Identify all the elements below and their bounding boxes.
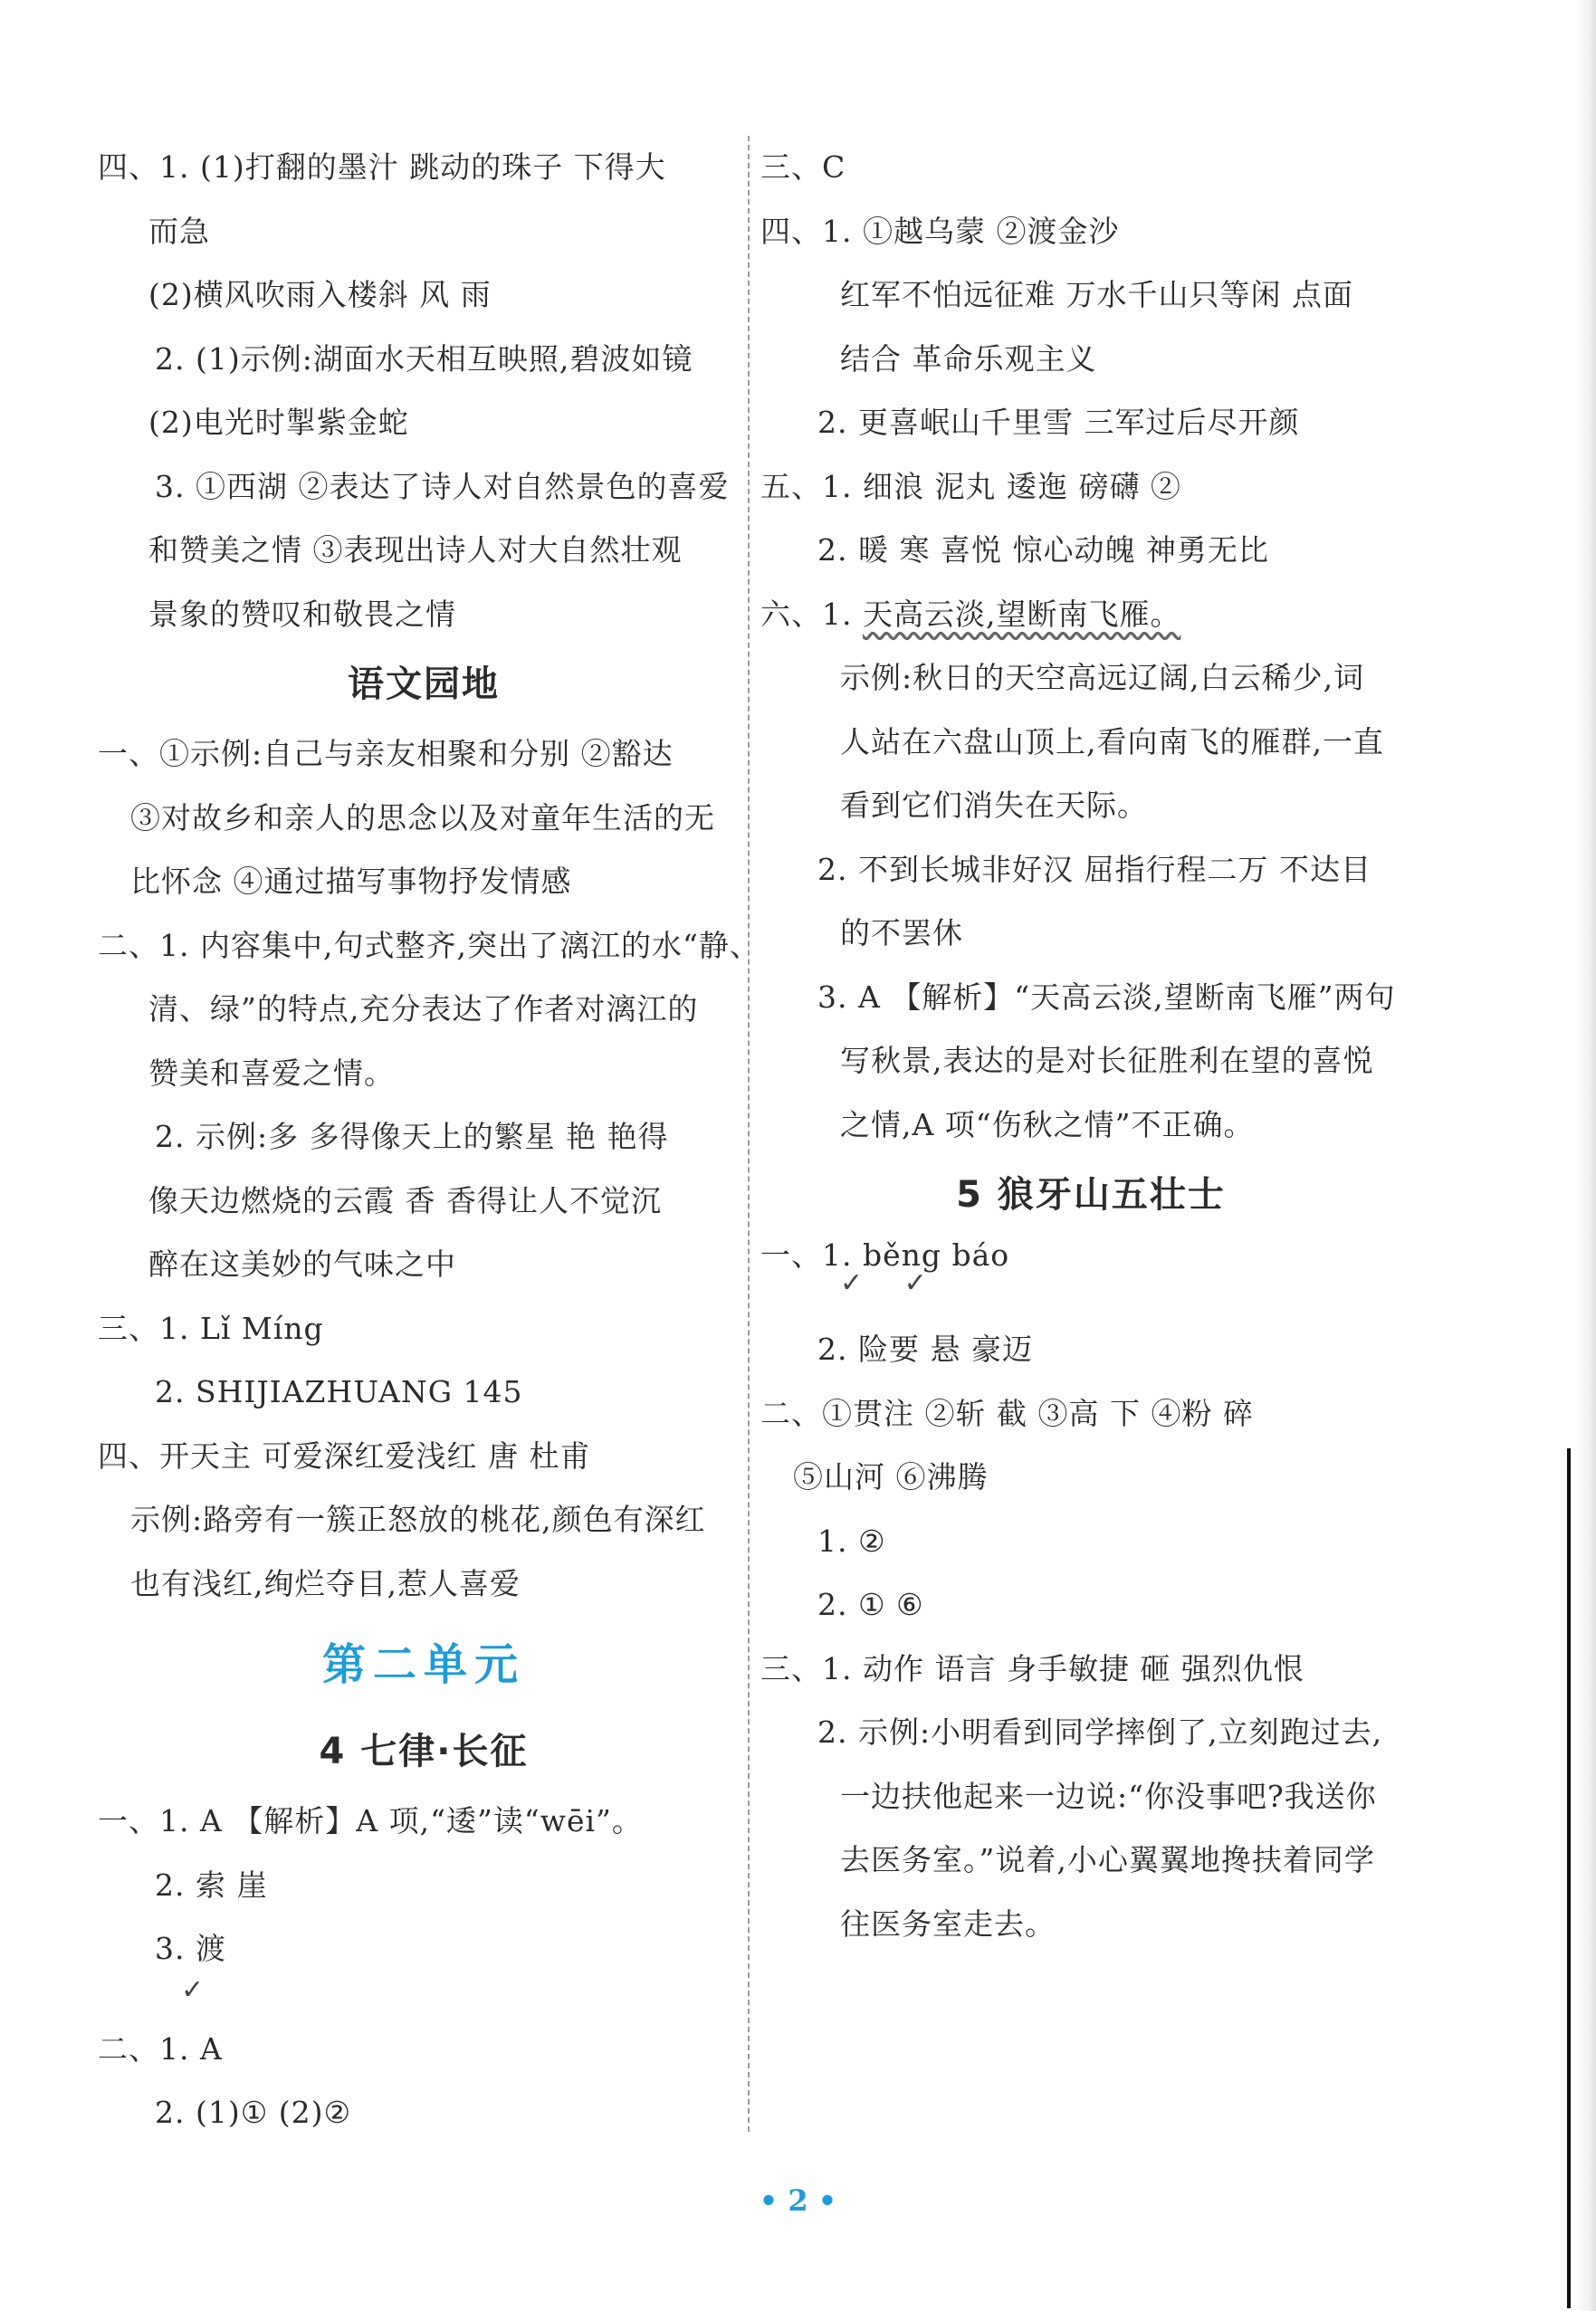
answer-line: 3. A 【解析】“天高云淡,望断南飞雁”两句 (817, 979, 1396, 1015)
answer-line: 醉在这美妙的气味之中 (148, 1246, 456, 1282)
answer-line: (2)横风吹雨入楼斜 风 雨 (148, 277, 492, 312)
answer-line: 二、①贯注 ②斩 截 ③高 下 ④粉 碎 (760, 1395, 1254, 1431)
answer-line: 赞美和喜爱之情。 (148, 1055, 395, 1091)
answer-line: 2. ① ⑥ (817, 1587, 924, 1622)
answer-block-right-4 (760, 1318, 1421, 1956)
answer-line: 之情,A 项“伤秋之情”不正确。 (840, 1106, 1255, 1142)
answer-line: 景象的赞叹和敬畏之情 (148, 596, 456, 632)
answer-line: 3. ①西湖 ②表达了诗人对自然景色的喜爱 (155, 468, 730, 504)
answer-block-left-4 (98, 2018, 750, 2145)
answer-line: 1. ② (817, 1523, 886, 1559)
answer-line: 的不罢休 (840, 915, 963, 950)
answer-line: 四、开天主 可爱深红爱浅红 唐 杜甫 (98, 1437, 591, 1474)
answer-block-left-2 (98, 722, 760, 1616)
answer-line: 三、1. 动作 语言 身手敏捷 砸 强烈仇恨 (760, 1650, 1305, 1686)
answer-line: 和赞美之情 ③表现出诗人对大自然壮观 (148, 532, 683, 568)
check-mark-icon: ✓ (181, 1973, 205, 2006)
answer-line: 2. 暖 寒 喜悦 惊心动魄 神勇无比 (817, 532, 1269, 568)
answer-line: 3. 渡 (155, 1931, 226, 1966)
answer-line: 红军不怕远征难 万水千山只等闲 点面 (840, 277, 1353, 312)
answer-line: 四、1. (1)打翻的墨汁 跳动的珠子 下得大 (98, 149, 666, 185)
answer-line: 二、1. A (98, 2030, 223, 2067)
answer-line: ③对故乡和亲人的思念以及对童年生活的无 (130, 799, 715, 836)
answer-line: (2)电光时掣紫金蛇 (148, 405, 409, 440)
answer-line: 2. (1)示例:湖面水天相互映照,碧波如镜 (155, 340, 693, 377)
answer-line: 比怀念 ④通过描写事物抒发情感 (130, 864, 572, 899)
answer-block-left-1 (98, 136, 750, 646)
section-heading-yuwen-yuandi: 语文园地 (348, 664, 500, 705)
lesson-5-title: 5 狼牙山五壮士 (956, 1174, 1226, 1216)
answer-line: 2. SHIJIAZHUANG 145 (155, 1374, 523, 1409)
answer-block-left-3 (98, 1790, 750, 1982)
answer-line: 五、1. 细浪 泥丸 逶迤 磅礴 ② (760, 468, 1181, 504)
lesson-4-title: 4 七律·长征 (319, 1731, 529, 1772)
answer-line: 人站在六盘山顶上,看向南飞的雁群,一直 (840, 723, 1384, 759)
answer-line: 示例:秋日的天空高远辽阔,白云稀少,词 (840, 660, 1365, 695)
answer-line: 像天边燃烧的云霞 香 香得让人不觉沉 (148, 1182, 662, 1218)
scan-edge-line (1567, 1448, 1571, 2308)
answer-line: 而急 (148, 213, 210, 249)
scan-edge (1576, 0, 1596, 2311)
answer-line-wavy (760, 583, 1421, 647)
answer-line: ⑤山河 ⑥沸腾 (793, 1459, 989, 1495)
right-column (760, 136, 1421, 1956)
answer-line: 看到它们消失在天际。 (840, 788, 1148, 823)
answer-line: 也有浅红,绚烂夺目,惹人喜爱 (130, 1565, 521, 1601)
answer-line: 2. (1)① (2)② (155, 2095, 352, 2130)
answer-line: 去医务室。”说着,小心翼翼地搀扶着同学 (840, 1842, 1375, 1877)
answer-line: 示例:路旁有一簇正怒放的桃花,颜色有深红 (130, 1502, 706, 1537)
tick-row (98, 1973, 750, 2018)
unit-title: 第二单元 (321, 1639, 525, 1690)
answer-block-right-2 (760, 646, 1421, 1157)
answer-line: 三、C (760, 149, 846, 185)
answer-line: 2. 示例:多 多得像天上的繁星 艳 艳得 (155, 1119, 669, 1154)
wavy-underlined-text: 天高云淡,望断南飞雁。 (862, 596, 1181, 632)
answer-block-right-1 (760, 136, 1421, 583)
answer-line: 结合 革命乐观主义 (840, 340, 1097, 377)
answer-line: 三、1. Lǐ Míng (98, 1310, 324, 1346)
left-column (98, 136, 760, 2145)
answer-line: 2. 示例:小明看到同学摔倒了,立刻跑过去, (817, 1714, 1383, 1750)
answer-line: 2. 索 崖 (155, 1867, 268, 1903)
answer-line: 往医务室走去。 (840, 1905, 1056, 1942)
check-mark-icon: ✓ ✓ (840, 1267, 943, 1299)
answer-line: 写秋景,表达的是对长征胜利在望的喜悦 (840, 1043, 1374, 1078)
page-number: • 2 • (759, 2183, 837, 2218)
answer-line: 2. 不到长城非好汉 屈指行程二万 不达目 (817, 851, 1371, 887)
answer-line: 一、1. A 【解析】A 项,“逶”读“wēi”。 (98, 1803, 643, 1838)
answer-line: 2. 险要 悬 豪迈 (817, 1332, 1033, 1367)
answer-line: 一边扶他起来一边说:“你没事吧?我送你 (840, 1778, 1377, 1814)
answer-line: 二、1. 内容集中,句式整齐,突出了漓江的水“静、 (98, 927, 760, 963)
answer-line-pinyin: 一、1. běng báo (760, 1237, 1010, 1273)
answer-line: 一、①示例:自己与亲友相聚和分别 ②豁达 (98, 736, 674, 771)
answer-line: 清、绿”的特点,充分表达了作者对漓江的 (148, 991, 699, 1027)
answer-line: 四、1. ①越乌蒙 ②渡金沙 (760, 213, 1120, 249)
question-number: 六、1. (760, 596, 863, 632)
tick-row (760, 1267, 1421, 1318)
answer-line: 2. 更喜岷山千里雪 三军过后尽开颜 (817, 405, 1300, 440)
